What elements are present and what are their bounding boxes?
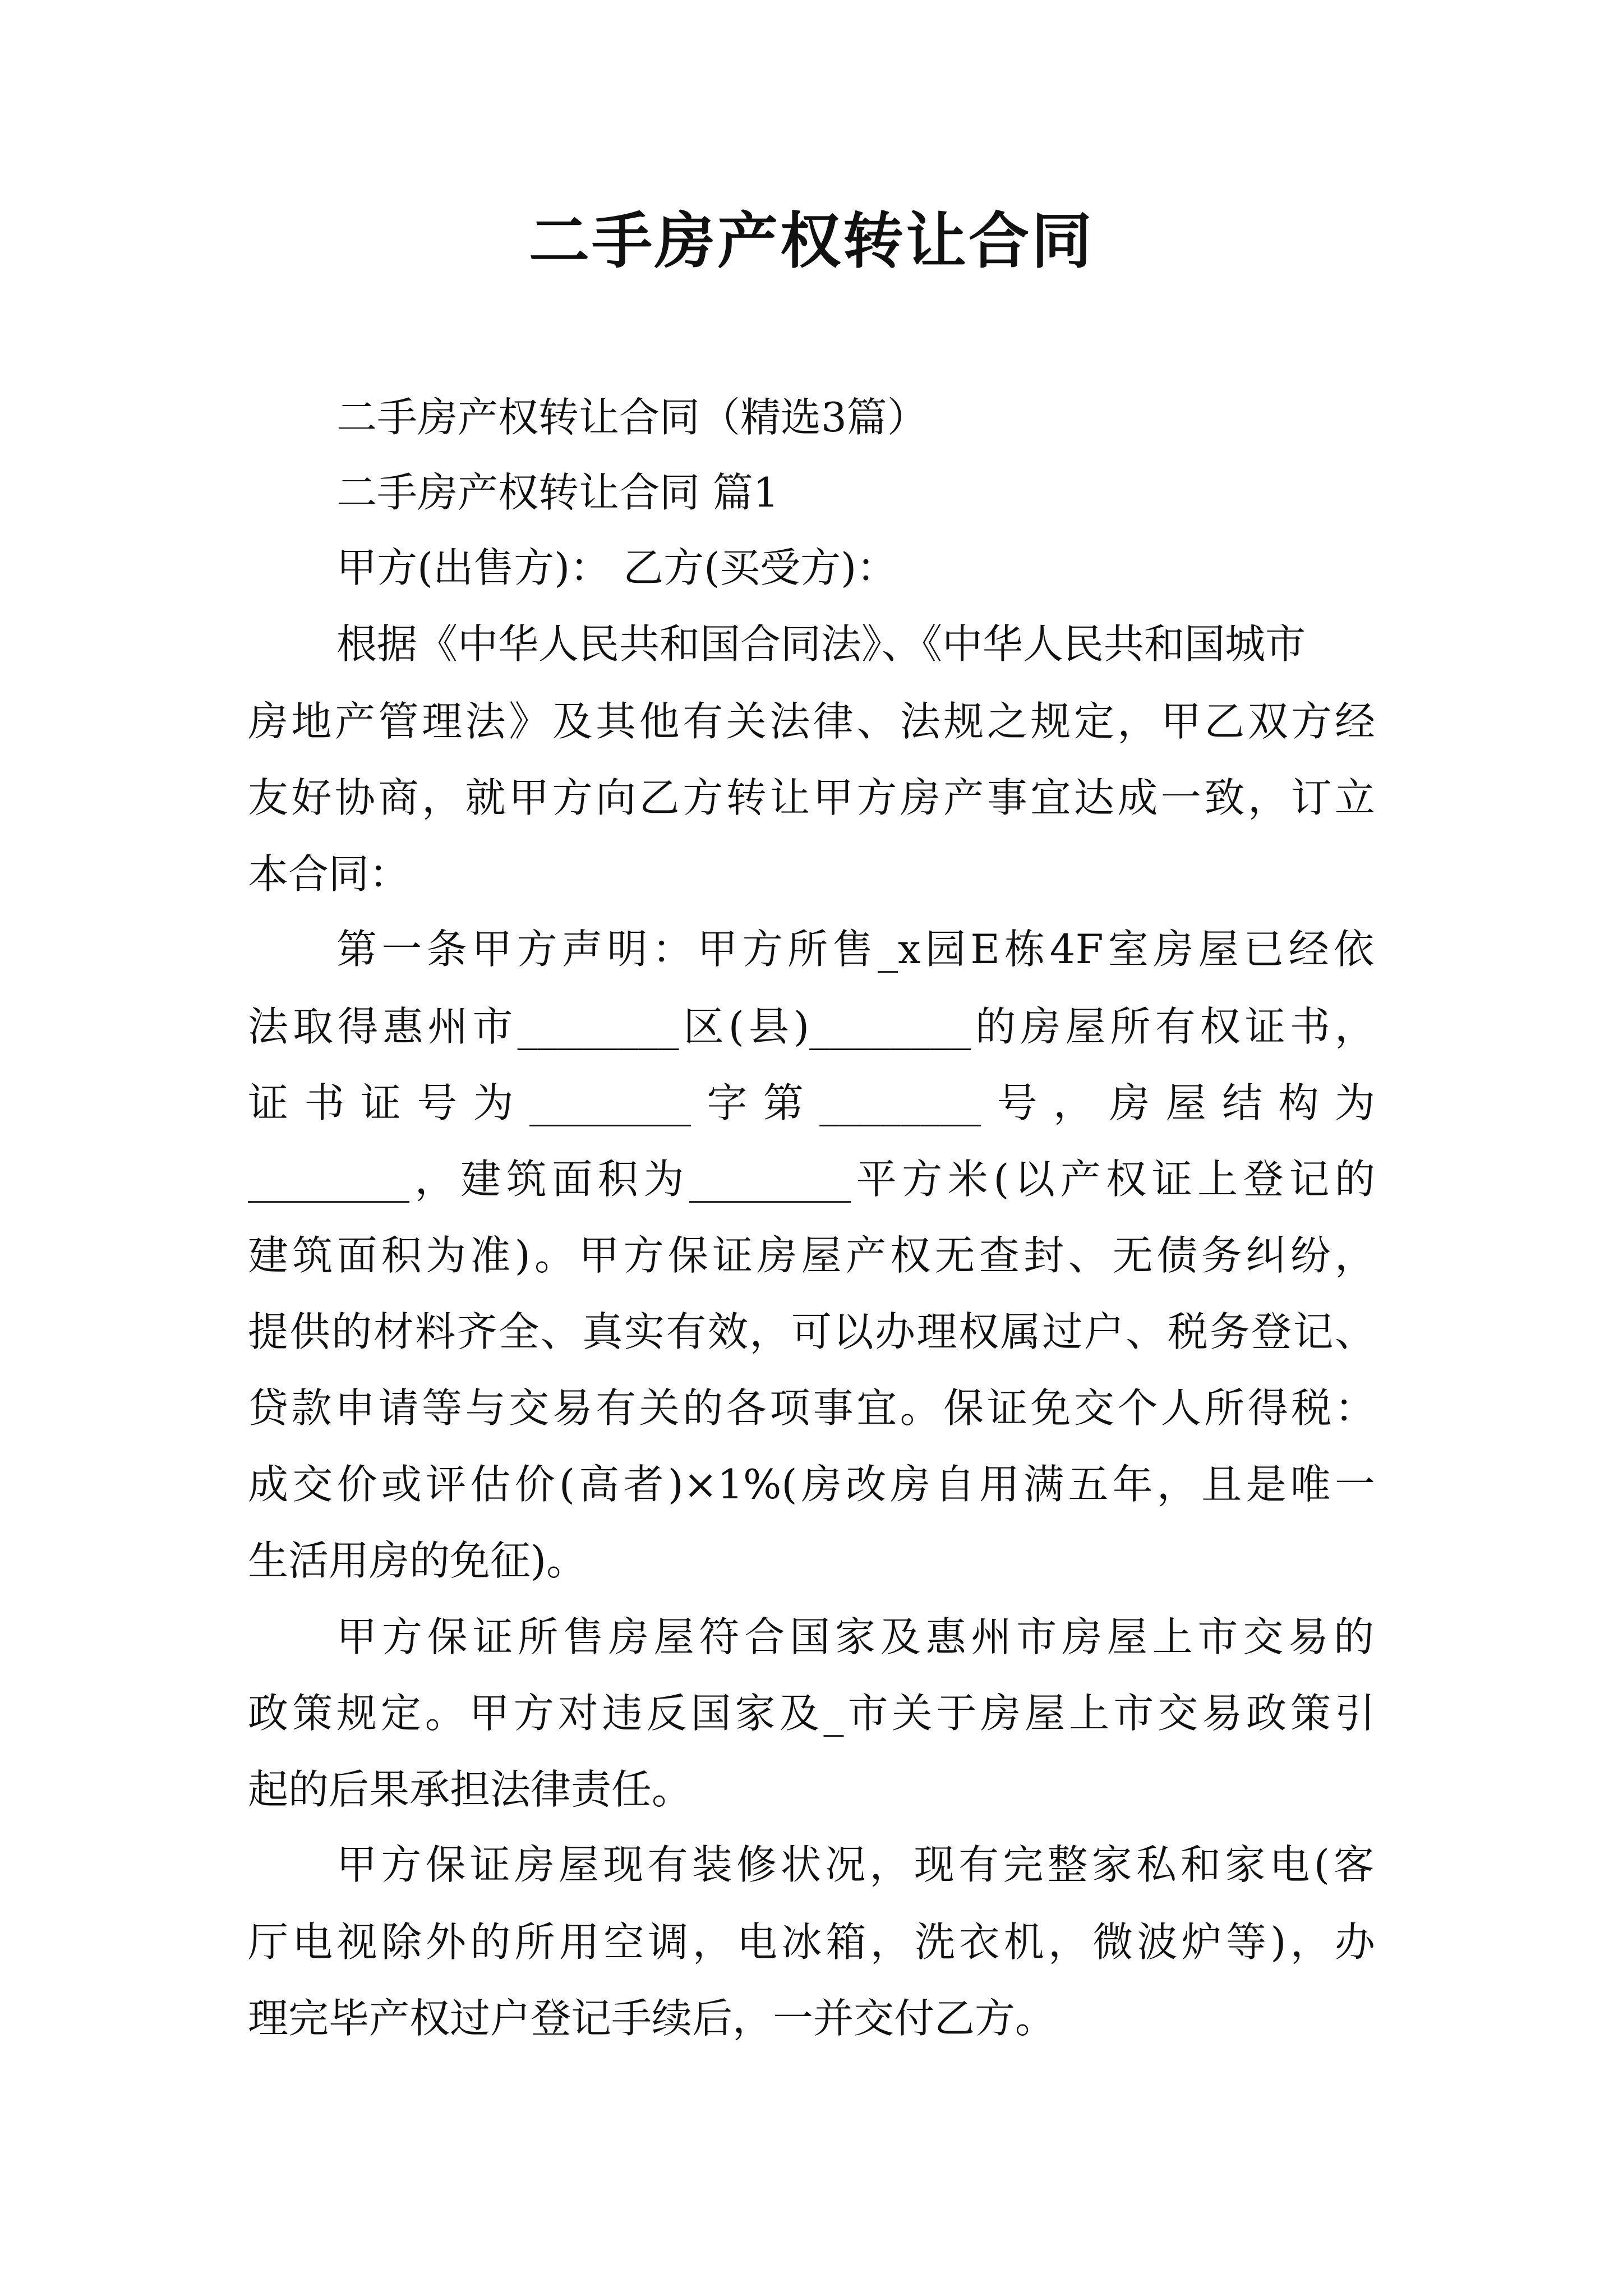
section-heading-line: 二手房产权转让合同 篇1 [336, 469, 779, 516]
paragraph-line: 法取得惠州市________区(县)________的房屋所有权证书， [248, 1003, 1375, 1050]
paragraph-line: 提供的材料齐全、真实有效，可以办理权属过户、税务登记、 [248, 1308, 1375, 1355]
paragraph-line: 贷款申请等与交易有关的各项事宜。保证免交个人所得税： [248, 1384, 1375, 1432]
paragraph-line: 甲方保证房屋现有装修状况，现有完整家私和家电(客 [336, 1841, 1374, 1888]
paragraph-line: 建筑面积为准)。甲方保证房屋产权无查封、无债务纠纷， [248, 1232, 1375, 1279]
paragraph-line: 第一条甲方声明：甲方所售_x园E栋4F室房屋已经依 [336, 926, 1374, 973]
paragraph-line: 厅电视除外的所用空调，电冰箱，洗衣机，微波炉等)，办 [248, 1918, 1375, 1966]
subtitle-line: 二手房产权转让合同（精选3篇） [336, 394, 928, 441]
paragraph-line: 友好协商，就甲方向乙方转让甲方房产事宜达成一致，订立 [248, 774, 1375, 821]
paragraph-line: 根据《中华人民共和国合同法》、《中华人民共和国城市 [336, 620, 1306, 668]
parties-line: 甲方(出售方)： 乙方(买受方)： [336, 544, 897, 591]
paragraph-line: 政策规定。甲方对违反国家及_市关于房屋上市交易政策引 [248, 1690, 1375, 1737]
paragraph-line: 起的后果承担法律责任。 [248, 1766, 693, 1813]
paragraph-line: 成交价或评估价(高者)×1%(房改房自用满五年，且是唯一 [248, 1461, 1375, 1508]
paragraph-line: 生活用房的免征)。 [248, 1537, 587, 1584]
paragraph-line: 甲方保证所售房屋符合国家及惠州市房屋上市交易的 [336, 1613, 1374, 1660]
paragraph-line: ________，建筑面积为________平方米(以产权证上登记的 [248, 1156, 1375, 1203]
document-title: 二手房产权转让合同 [528, 206, 1094, 277]
paragraph-line: 房地产管理法》及其他有关法律、法规之规定，甲乙双方经 [248, 698, 1375, 745]
paragraph-line: 证书证号为________字第________号，房屋结构为 [248, 1079, 1375, 1126]
paragraph-line: 理完毕产权过户登记手续后，一并交付乙方。 [248, 1995, 1056, 2042]
paragraph-line: 本合同： [248, 850, 410, 898]
